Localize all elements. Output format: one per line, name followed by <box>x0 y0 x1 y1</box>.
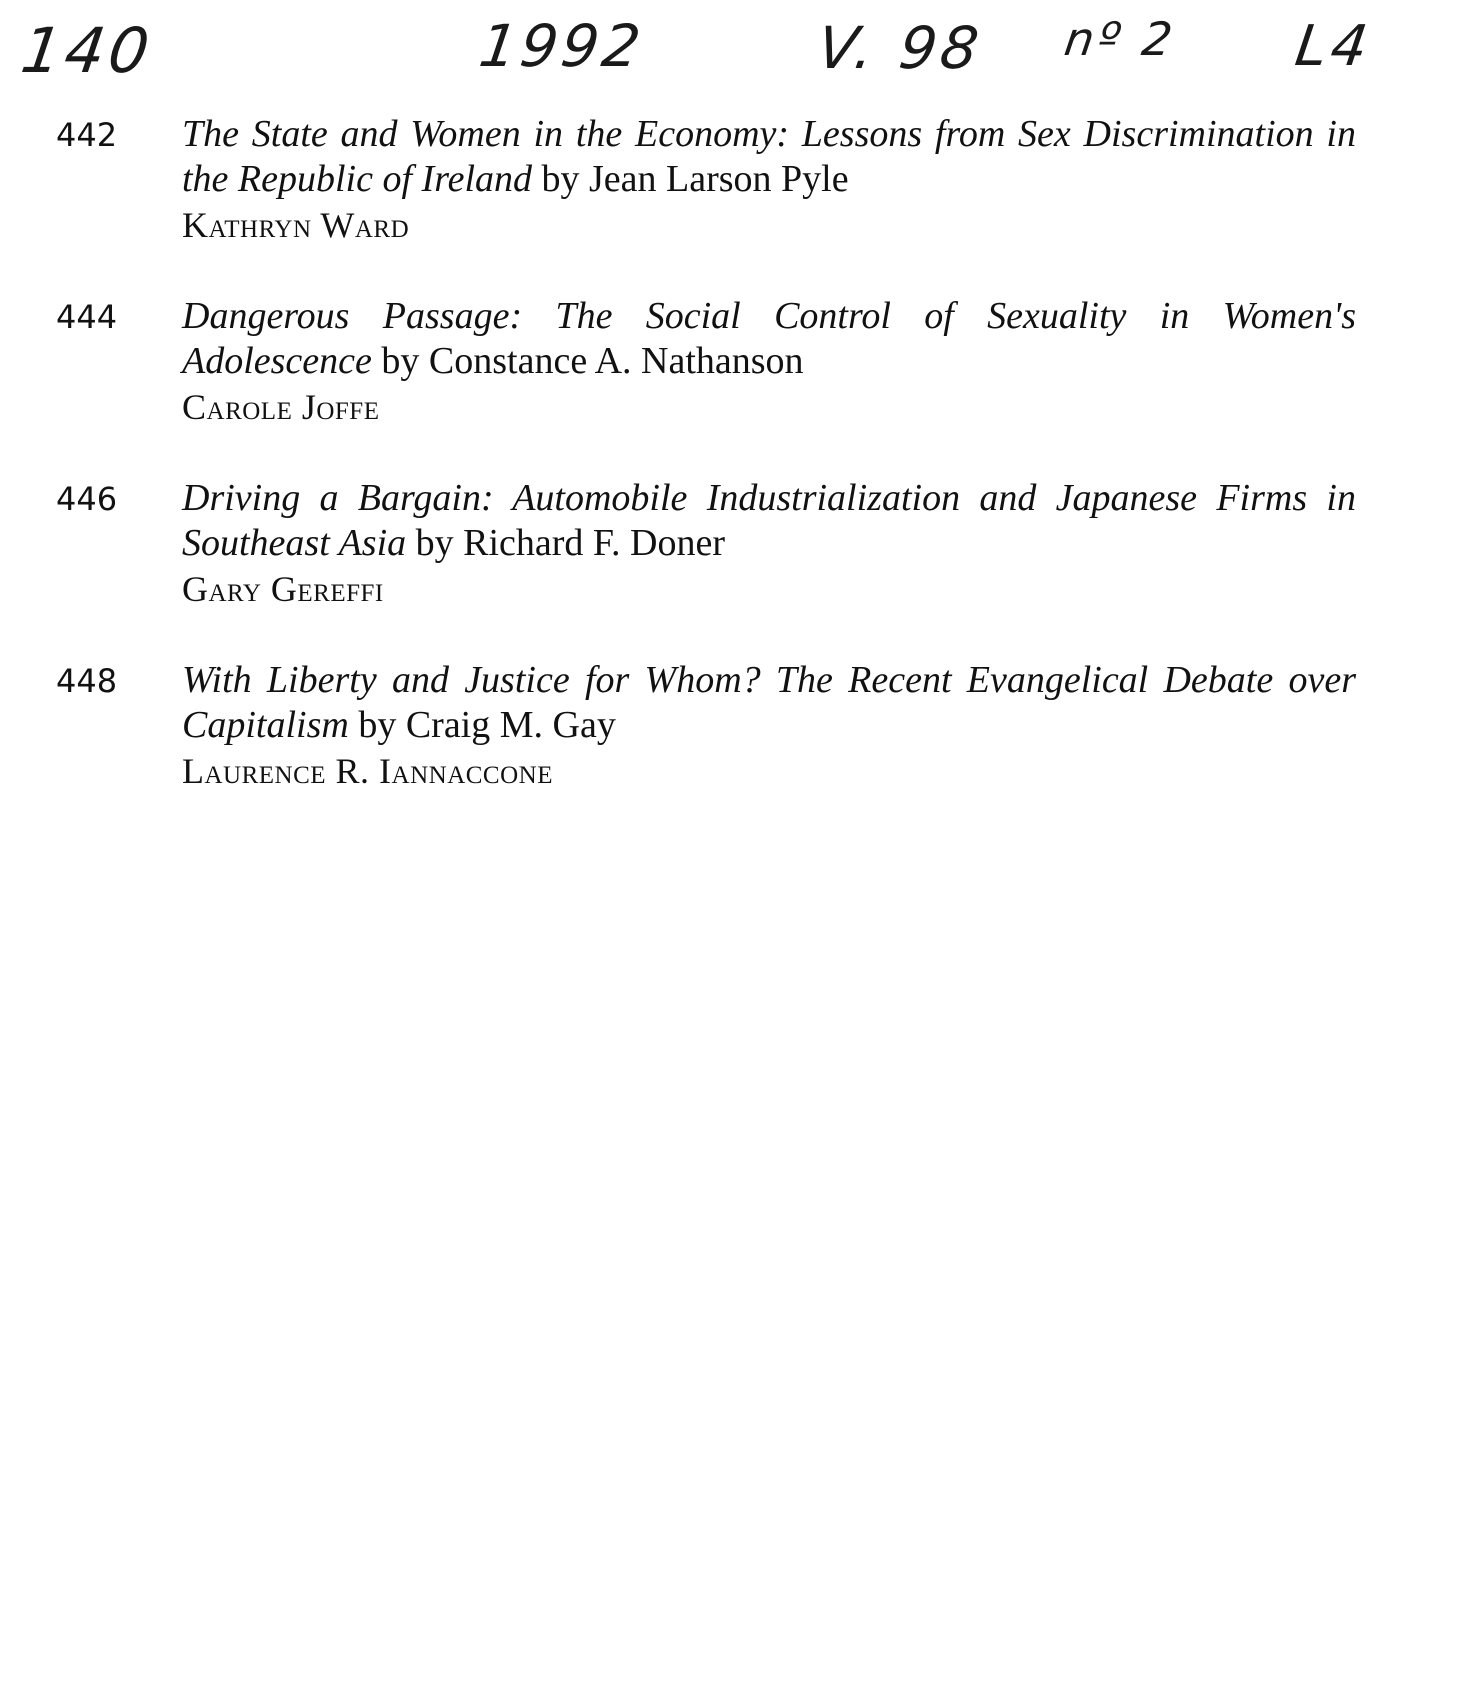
review-entry <box>56 112 1356 294</box>
review-entry <box>56 476 1356 658</box>
entry-citation <box>182 294 1356 430</box>
handwritten-annotation <box>0 0 1481 100</box>
review-entry <box>56 294 1356 476</box>
book-title: Driving a Bargain: Automobile Industrialization and Japanese Firms in Southeast Asia <box>182 477 1356 564</box>
book-author: by Constance A. Nathanson <box>381 340 804 382</box>
entry-citation <box>182 112 1356 248</box>
handwritten-volume: V. 98 <box>813 14 987 82</box>
book-author: by Richard F. Doner <box>415 522 725 564</box>
handwritten-year: 1992 <box>475 12 649 80</box>
entry-citation <box>182 658 1356 794</box>
book-title: With Liberty and Justice for Whom? The Recent Evangelical Debate over Capitalism <box>182 659 1356 746</box>
book-title: Dangerous Passage: The Social Control of Sexuality in Women's Adolescence <box>182 295 1356 382</box>
entry-page-number: 444 <box>56 298 118 336</box>
reviewer-name: Kathryn Ward <box>182 205 410 245</box>
entry-page-number: 442 <box>56 116 118 154</box>
book-author: by Craig M. Gay <box>358 704 616 746</box>
entry-citation <box>182 476 1356 612</box>
handwritten-number: nº 2 <box>1061 12 1180 66</box>
handwritten-part: L4 <box>1291 14 1376 79</box>
entry-page-number: 448 <box>56 662 118 700</box>
reviewer-name: Gary Gereffi <box>182 569 384 609</box>
reviewer-name: Carole Joffe <box>182 387 380 427</box>
review-list <box>56 112 1356 840</box>
review-entry <box>56 658 1356 840</box>
reviewer-name: Laurence R. Iannaccone <box>182 751 553 791</box>
handwritten-shelf-mark: 140 <box>16 14 158 87</box>
entry-page-number: 446 <box>56 480 118 518</box>
book-author: by Jean Larson Pyle <box>541 158 849 200</box>
book-title: The State and Women in the Economy: Lessons from Sex Discrimination in the Republic of Ireland <box>182 113 1356 200</box>
